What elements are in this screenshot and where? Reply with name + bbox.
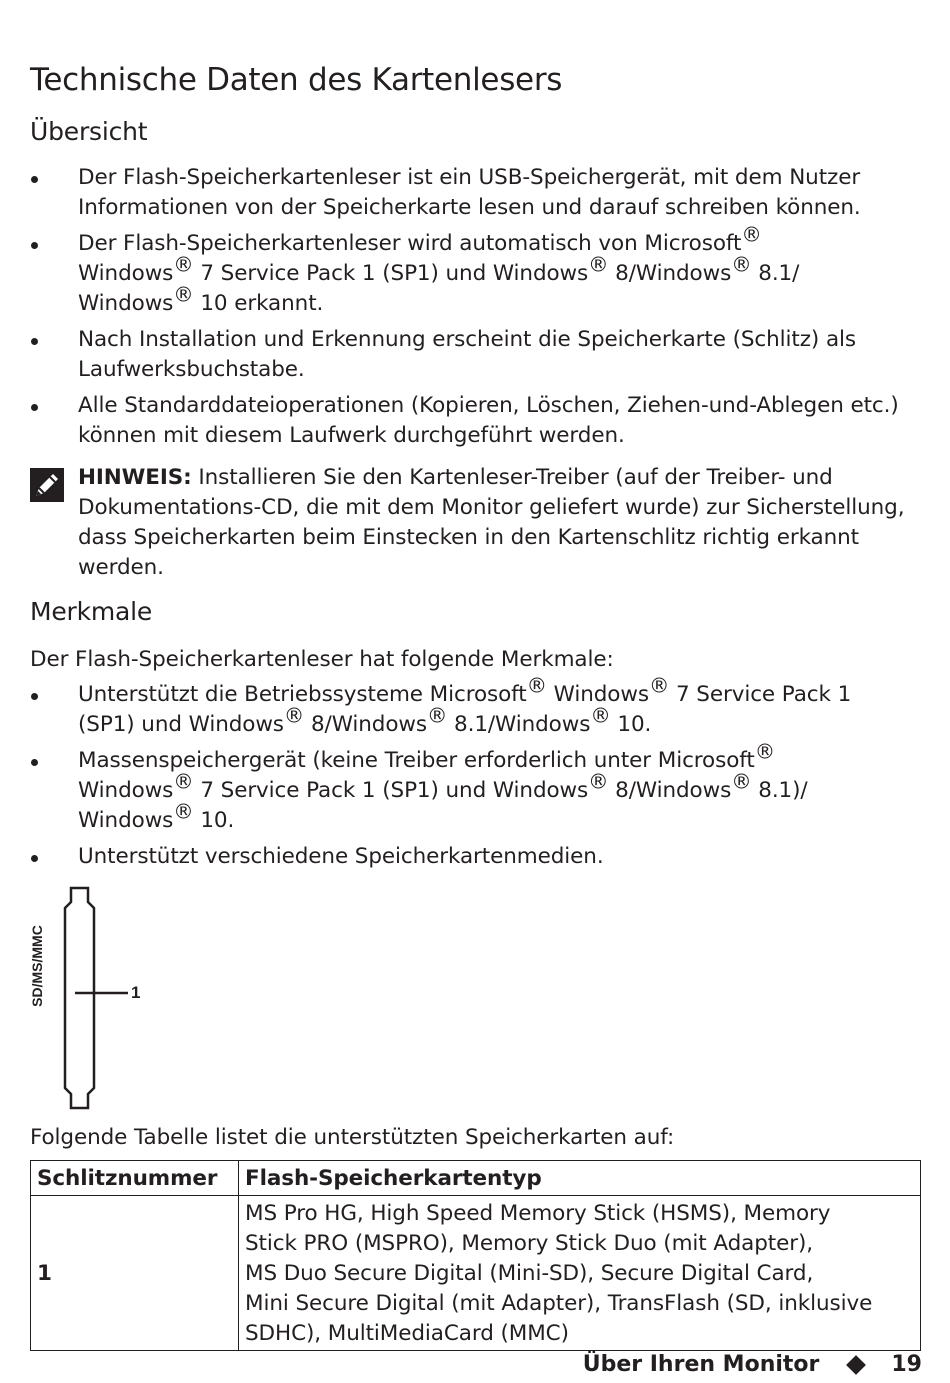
card-types-table bbox=[30, 1160, 921, 1351]
card-type-cell: MS Pro HG, High Speed Memory Stick (HSMS), Memory Stick PRO (MSPRO), Memory Stick Duo (mit Adapter), MS Duo Secure Digital (Mini-SD), Secure Digital Card, Mini Secure Digital (mit Adapter), TransFlash (SD, inklusive SDHC), MultiMediaCard (MMC) bbox=[239, 1196, 921, 1351]
header-slot-number: Schlitznummer bbox=[31, 1161, 239, 1196]
overview-heading: Übersicht bbox=[30, 117, 148, 146]
list-item: Unterstützt verschiedene Speicherkartenmedien. bbox=[78, 844, 604, 869]
note-label: HINWEIS: bbox=[78, 465, 192, 490]
header-card-type: Flash-Speicherkartentyp bbox=[239, 1161, 921, 1196]
table-header-row bbox=[31, 1161, 921, 1196]
list-item: Der Flash-Speicherkartenleser ist ein USB-Speichergerät, mit dem Nutzer Informationen von der Speicherkarte lesen und darauf schreiben können. bbox=[78, 165, 861, 220]
list-item: Unterstützt die Betriebssysteme Microsoft® Windows® 7 Service Pack 1 (SP1) und Windows® 8/Windows® 8.1/Windows® 10. bbox=[78, 673, 852, 737]
features-list bbox=[30, 673, 910, 872]
list-item: Der Flash-Speicherkartenleser wird automatisch von Microsoft® Windows® 7 Service Pack 1 (SP1) und Windows® 8/Windows® 8.1/ Windows® 10 erkannt. bbox=[78, 222, 800, 316]
slot-label: SD/MS/MMC bbox=[29, 925, 45, 1007]
list-item: Alle Standarddateioperationen (Kopieren, Löschen, Ziehen-und-Ablegen etc.) können mit diesem Laufwerk durchgeführt werden. bbox=[78, 393, 899, 448]
card-slot-outline bbox=[30, 880, 170, 1115]
footer-section: Über Ihren Monitor bbox=[582, 1352, 820, 1377]
list-item: Massenspeichergerät (keine Treiber erforderlich unter Microsoft® Windows® 7 Service Pack 1 (SP1) und Windows® 8/Windows® 8.1)/ Windows® 10. bbox=[78, 739, 808, 833]
overview-list bbox=[30, 163, 910, 451]
diamond-icon bbox=[846, 1355, 866, 1375]
page-footer bbox=[583, 1352, 922, 1377]
pencil-note-icon bbox=[30, 468, 64, 502]
features-heading: Merkmale bbox=[30, 597, 153, 626]
page-title: Technische Daten des Kartenlesers bbox=[30, 62, 563, 98]
card-slot-diagram bbox=[30, 880, 170, 1115]
features-intro: Der Flash-Speicherkartenleser hat folgende Merkmale: bbox=[30, 647, 614, 672]
table-row bbox=[31, 1196, 921, 1351]
list-item: Nach Installation und Erkennung erscheint die Speicherkarte (Schlitz) als Laufwerksbuchstabe. bbox=[78, 327, 857, 382]
slot-number-cell: 1 bbox=[31, 1196, 239, 1351]
callout-number: 1 bbox=[131, 983, 141, 1002]
note-text: HINWEIS: Installieren Sie den Kartenleser-Treiber (auf der Treiber- und Dokumentations-CD, die mit dem Monitor geliefert wurde) zur Sicherstellung, dass Speicherkarten beim Einstecken in den Kartenschlitz richtig erkannt werden. bbox=[78, 465, 905, 580]
table-intro: Folgende Tabelle listet die unterstützten Speicherkarten auf: bbox=[30, 1125, 675, 1150]
page-number: 19 bbox=[891, 1352, 922, 1377]
